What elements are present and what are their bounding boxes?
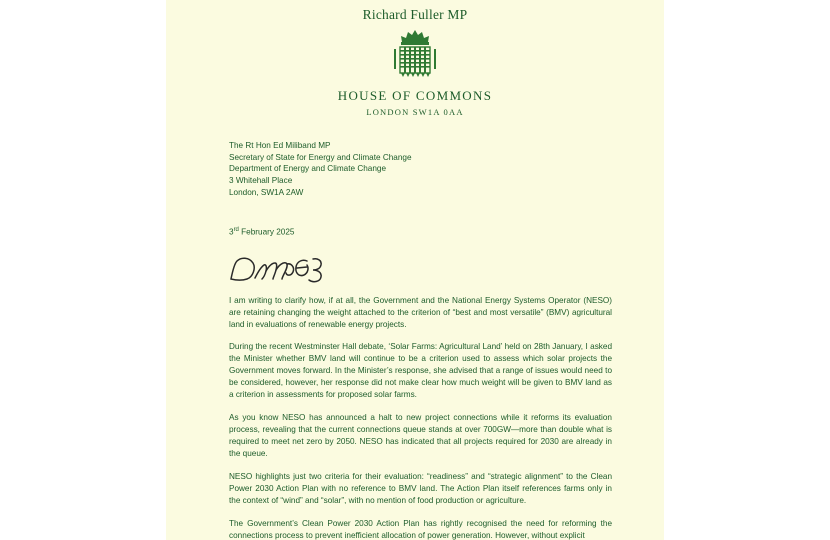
addressee-line: Department of Energy and Climate Change [229,164,387,174]
date-day: 3 [229,227,234,237]
letterhead [166,0,664,117]
letter-paper [166,0,664,540]
mp-name: Richard Fuller MP [362,7,468,22]
addressee-line: 3 Whitehall Place [229,175,293,185]
addressee-line: London, SW1A 2AW [229,187,304,197]
paragraph: I am writing to clarify how, if at all, the Government and the National Energy Systems Operator (NESO) are retaining changing the weight attached to the criterion of “best and most versatile” (BMV) agricultural land in evaluations of renewable energy projects. [229,295,612,329]
paragraph: The Government’s Clean Power 2030 Action Plan has rightly recognised the need for reforming the connections process to prevent inefficient allocation of power generation. However, without explicit [229,519,612,540]
letter-body [166,140,664,540]
date-ordinal: rd [233,227,239,234]
paragraph: During the recent Westminster Hall debate, ‘Solar Farms: Agricultural Land’ held on 28th January, I asked the Minister whether BMV land will continue to be a criterion used to assess which solar projects the Government moves forward. In the Minister’s response, she advised that a range of issues would need to be considered, however, her response did not make clear how much weight will be given to BMV land as a criterion in assessments for proposed solar farms. [229,342,612,400]
date-rest: February 2025 [238,227,295,237]
house-of-commons-portcullis-crest-icon [378,29,452,85]
handwritten-salutation [229,251,612,289]
institution-title: HOUSE OF COMMONS [337,88,493,103]
addressee-line: Secretary of State for Energy and Climate Change [229,152,412,162]
institution-address: LONDON SW1A 0AA [366,107,464,117]
letter-date [229,226,612,238]
paragraph: As you know NESO has announced a halt to new project connections while it reforms its evaluation process, revealing that the current connections queue stands at over 700GW—more than double what is required to meet net zero by 2050. NESO has indicated that all projects required for 2030 are already in the queue. [229,413,612,459]
paragraph: NESO highlights just two criteria for their evaluation: “readiness” and “strategic alignment” to the Clean Power 2030 Action Plan with no reference to BMV land. The Action Plan itself references farms only in the context of “wind” and “solar”, with no mention of food production or agriculture. [229,472,612,506]
addressee-line: The Rt Hon Ed Miliband MP [229,141,331,150]
addressee-block [229,140,612,198]
